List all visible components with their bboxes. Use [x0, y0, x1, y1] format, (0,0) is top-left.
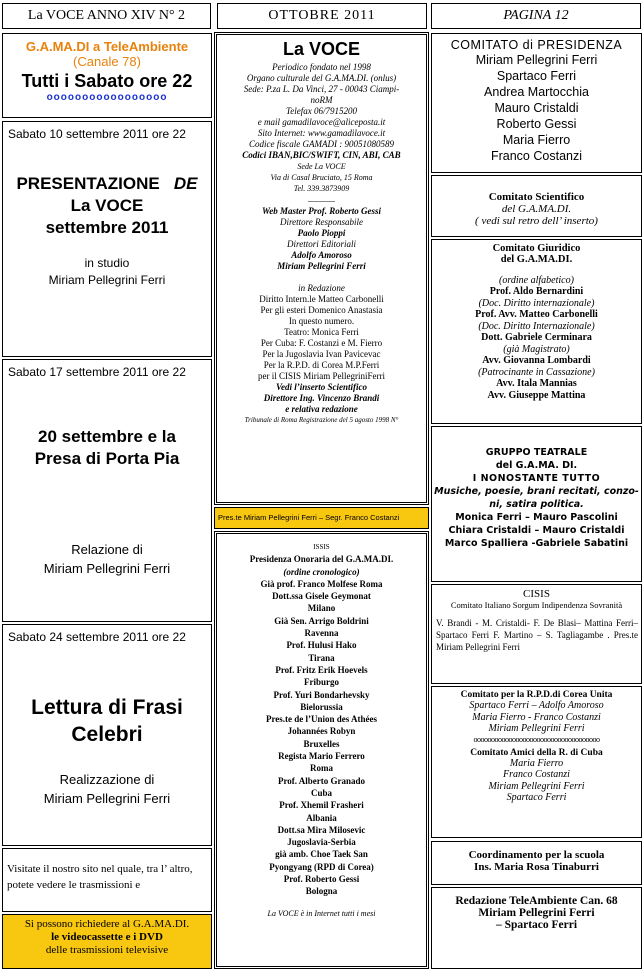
redazione-line1: Redazione TeleAmbiente Can. 68 — [455, 895, 618, 907]
header-date: OTTOBRE 2011 — [268, 8, 376, 23]
cisis-box — [431, 584, 642, 684]
session-2-date: Sabato 17 settembre 2011 ore 22 — [8, 365, 186, 379]
redazione-box — [431, 887, 642, 969]
yellow-line1: Si possono richiedere al G.A.MA.DI. — [24, 918, 190, 930]
presidenza-names: Miriam Pellegrini Ferri Spartaco Ferri Andrea Martocchia Mauro Cristaldi Roberto Gessi Maria Fierro Franco Costanzi — [475, 53, 598, 163]
president-bar-text: Pres.te Miriam Pellegrini Ferri – Segr. Franco Costanzi — [218, 513, 400, 522]
giuridico-entries: Prof. Aldo Bernardini (Doc. Diritto internazionale) Prof. Avv. Matteo Carbonelli (Doc. Diritto Internazionale) Dott. Gabriele Cerminara (già Magistrato) Avv. Giovanna Lombardi (Patrocinante in Cassazione) Avv. Itala Mannias Avv. Giuseppe Mattina — [475, 286, 598, 401]
scuola-line1: Coordinamento per la scuola — [468, 849, 605, 861]
cisis-title: CISIS — [523, 588, 550, 600]
yellow-box — [2, 914, 212, 969]
corea-names: Spartaco Ferri – Adolfo Amoroso Maria Fierro - Franco Costanzi Miriam Pellegrini Ferri — [469, 700, 604, 734]
masthead-lines: Periodico fondato nel 1998 Organo culturale del G.A.MA.DI. (onlus) Sede: P.za L. Da Vinci, 27 - 00043 Ciampi- noRM Telefax 06/7915200 e mail gamadilavoce@aliceposta.it Sito Internet: www.gamadilavoce.it Codice fiscale GAMADI : 90051080589 Codici IBAN,BIC/SWIFT, CIN, ABI, CAB Sede La VOCE Via di Casal Bruciato, 15 Roma Tel. 339.3873909 ______ Web Master Prof. Roberto Gessi Direttore Responsabile Paolo Pioppi Direttori Editoriali Adolfo Amoroso Miriam Pellegrini Ferri in Redazione Diritto Intern.le Matteo Carbonelli Per gli esteri Domenico Anastasia In questo numero. Teatro: Monica Ferri Per Cuba: F. Costanzi e M. Fierro Per la Jugoslavia Ivan Pavicevac Per la R.P.D. di Corea M.P.Ferri per il CISIS Miriam PellegriniFerri Vedi l’inserto Scientifico Direttore Ing. Vincenzo Brandi e relativa redazione Tribunale di Roma Registrazione del 5 agosto 1998 N° — [242, 62, 401, 424]
header-left — [2, 3, 211, 29]
visit-text: Visitate il nostro sito nel quale, tra l’ altro, potete vedere le trasmissioni e — [7, 863, 193, 891]
session-3-date: Sabato 24 settembre 2011 ore 22 — [8, 630, 186, 644]
presidenza-title: COMITATO di PRESIDENZA — [450, 38, 623, 52]
header-center — [217, 3, 427, 29]
scientifico-line1: del G.A.MA.DI. — [501, 203, 572, 215]
cuba-names: Maria Fierro Franco Costanzi Miriam Pellegrini Ferri Spartaco Ferri — [488, 757, 585, 803]
session-1-sub: in studio Miriam Pellegrini Ferri — [48, 256, 166, 287]
tv-box — [2, 33, 212, 118]
visit-box — [2, 848, 212, 912]
session-2-sub: Relazione di Miriam Pellegrini Ferri — [43, 542, 171, 576]
scientifico-title: Comitato Scientifico — [488, 191, 585, 203]
tv-dots: ooooooooooooooooo — [46, 92, 168, 103]
cuba-title: Comitato Amici della R. di Cuba — [470, 747, 603, 758]
presidenza-box — [431, 33, 642, 173]
session-3-sub: Realizzazione di Miriam Pellegrini Ferri — [43, 772, 171, 806]
header-page: PAGINA 12 — [503, 8, 569, 23]
scientifico-box — [431, 175, 642, 237]
corea-box — [431, 686, 642, 838]
teatro-box — [431, 426, 642, 582]
masthead — [214, 32, 429, 505]
session-1 — [2, 121, 212, 357]
scuola-box — [431, 841, 642, 885]
session-1-title: PRESENTAZIONE DE La VOCE settembre 2011 — [16, 174, 198, 237]
redazione-line2: Miriam Pellegrini Ferri — [478, 907, 595, 919]
honorary-box — [214, 531, 429, 969]
masthead-title: La VOCE — [282, 39, 361, 59]
teatro-lines: GRUPPO TEATRALE del G.A.MA. DI. I NONOSTANTE TUTTO Musiche, poesie, brani recitati, conzo- ni, satira politica. Monica Ferri – Mauro Pascolini Chiara Cristaldi – Mauro Cristaldi Marco Spalliera -Gabriele Sabatini — [434, 447, 639, 549]
session-2-title: 20 settembre e la Presa di Porta Pia — [34, 427, 180, 468]
cisis-subtitle: Comitato Italiano Sorgum Indipendenza Sovranità — [450, 600, 623, 610]
yellow-line3: delle trasmissioni televisive — [45, 944, 169, 956]
giuridico-title2: del G.A.MA.DI. — [500, 254, 573, 265]
tv-line1: G.A.MA.DI a TeleAmbiente — [25, 39, 189, 54]
yellow-line2: le videocassette e i DVD — [51, 931, 163, 943]
honorary-lines: ISSIS Presidenza Onoraria del G.A.MA.DI. (ordine cronologico) Già prof. Franco Molfese Roma Dott.ssa Gisele Geymonat Milano Già Sen. Arrigo Boldrini Ravenna Prof. Hulusi Hako Tirana Prof. Fritz Erik Hoevels Friburgo Prof. Yuri Bondarhevsky Bielorussia Pres.te de l’Union des Athées Johannées Robyn Bruxelles Regista Mario Ferrero Roma Prof. Alberto Granado Cuba Prof. Xhemil Frasheri Albania Dott.sa Mira Milosevic Jugoslavia-Serbia già amb. Choe Taek San Pyongyang (RPD di Corea) Prof. Roberto Gessi Bologna La VOCE è in Internet tutti i mesi — [249, 543, 394, 918]
tv-line2: (Canale 78) — [73, 54, 141, 69]
cisis-text: V. Brandi - M. Cristaldi- F. De Blasi– Mattina Ferri– Spartaco Ferri F. Martino – S. Tagliagambe . Pres.te Miriam Pellegrini Ferri — [436, 618, 638, 652]
header-left-text: La VOCE ANNO XIV N° 2 — [27, 8, 186, 23]
corea-title: Comitato per la R.P.D.di Corea Unita — [460, 690, 613, 700]
session-1-date: Sabato 10 settembre 2011 ore 22 — [8, 127, 186, 141]
giuridico-title1: Comitato Giuridico — [492, 243, 581, 254]
tv-line3: Tutti i Sabato ore 22 — [21, 71, 193, 91]
scuola-line2: Ins. Maria Rosa Tinaburri — [474, 861, 599, 873]
president-bar — [214, 507, 429, 529]
session-3-title: Lettura di Frasi Celebri — [31, 696, 183, 746]
giuridico-note: (ordine alfabetico) — [499, 275, 574, 286]
corea-dots: oooooooooooooooooooooooooooooooooooo — [473, 734, 600, 744]
header-right — [431, 3, 641, 29]
scientifico-line2: ( vedi sul retro dell’ inserto) — [475, 215, 598, 227]
redazione-line3: – Spartaco Ferri — [495, 919, 578, 931]
session-2 — [2, 359, 212, 622]
giuridico-box — [431, 239, 642, 424]
session-3 — [2, 624, 212, 846]
